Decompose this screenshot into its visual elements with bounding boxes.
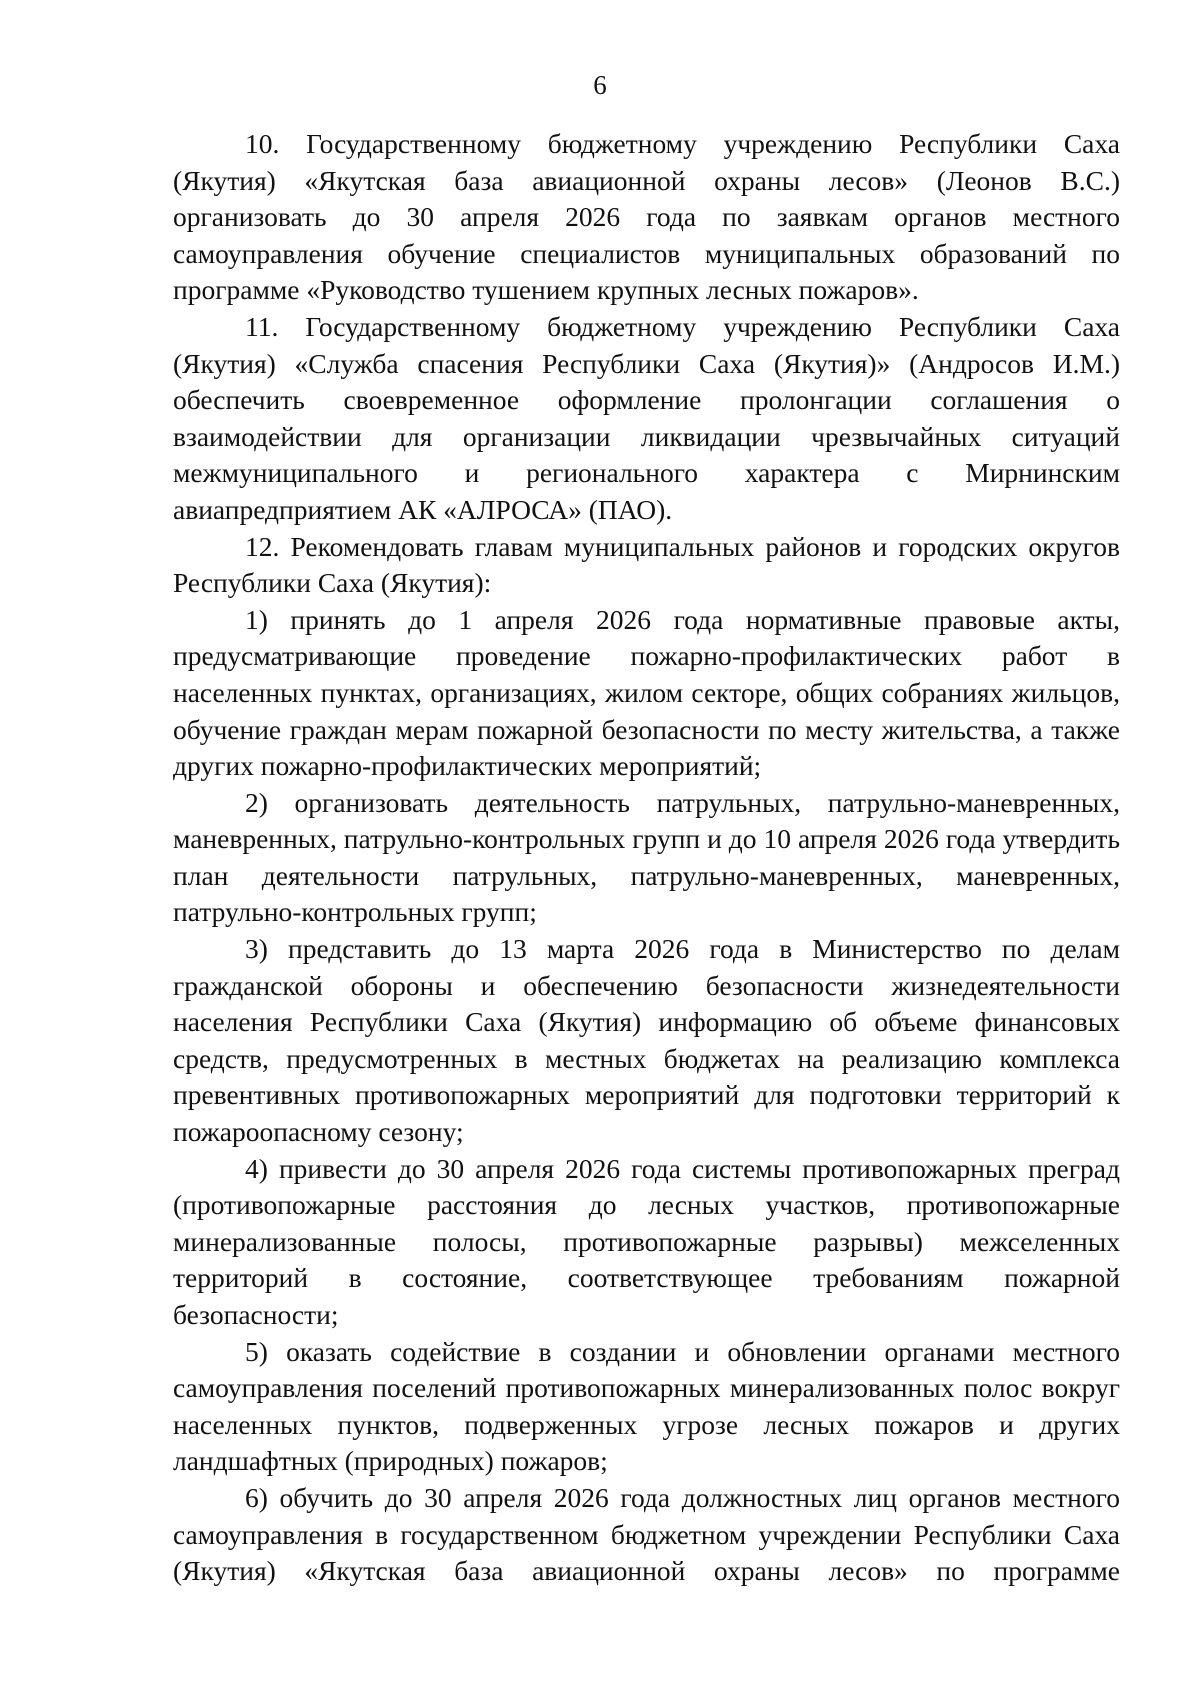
list-item-5: 5) оказать содействие в создании и обновлении органами местного самоуправления поселений противопожарных минерализованных полос вокруг населенных пунктов, подверженных угрозе лесных пожаров и других ландшафтных (природных) пожаров;	[173, 1335, 1120, 1477]
list-item-3: 3) представить до 13 марта 2026 года в Министерство по делам гражданской обороны и обеспечению безопасности жизнедеятельности населения Республики Саха (Якутия) информацию об объеме финансовых средств, предусмотренных в местных бюджетах на реализацию комплекса превентивных противопожарных мероприятий для подготовки территорий к пожароопасному сезону;	[173, 933, 1120, 1148]
paragraph-12: 12. Рекомендовать главам муниципальных районов и городских округов Республики Саха (Якутия):	[173, 530, 1120, 599]
paragraph-10: 10. Государственному бюджетному учреждению Республики Саха (Якутия) «Якутская база авиационной охраны лесов» (Леонов В.С.) организовать до 30 апреля 2026 года по заявкам органов местного самоуправления обучение специалистов муниципальных образований по программе «Руководство тушением крупных лесных пожаров».	[173, 128, 1120, 306]
list-item-1: 1) принять до 1 апреля 2026 года нормативные правовые акты, предусматривающие проведение пожарно-профилактических работ в населенных пунктах, организациях, жилом секторе, общих собраниях жильцов, обучение граждан мерам пожарной безопасности по месту жительства, а также других пожарно-профилактических мероприятий;	[173, 603, 1120, 782]
page-number: 6	[593, 70, 607, 100]
paragraph-11: 11. Государственному бюджетному учреждению Республики Саха (Якутия) «Служба спасения Республики Саха (Якутия)» (Андросов И.М.) обеспечить своевременное оформление пролонгации соглашения о взаимодействии для организации ликвидации чрезвычайных ситуаций межмуниципального и регионального характера с Мирнинским авиапредприятием АК «АЛРОСА» (ПАО).	[173, 310, 1120, 525]
document-body	[173, 126, 1120, 1590]
list-item-2: 2) организовать деятельность патрульных, патрульно-маневренных, маневренных, патрульно-контрольных групп и до 10 апреля 2026 года утвердить план деятельности патрульных, патрульно-маневренных, маневренных, патрульно-контрольных групп;	[173, 786, 1120, 928]
list-item-6: 6) обучить до 30 апреля 2026 года должностных лиц органов местного самоуправления в государственном бюджетном учреждении Республики Саха (Якутия) «Якутская база авиационной охраны лесов» по программе	[173, 1481, 1120, 1587]
list-item-4: 4) привести до 30 апреля 2026 года системы противопожарных преград (противопожарные расстояния до лесных участков, противопожарные минерализованные полосы, противопожарные разрывы) межселенных территорий в состояние, соответствующее требованиям пожарной безопасности;	[173, 1152, 1120, 1330]
